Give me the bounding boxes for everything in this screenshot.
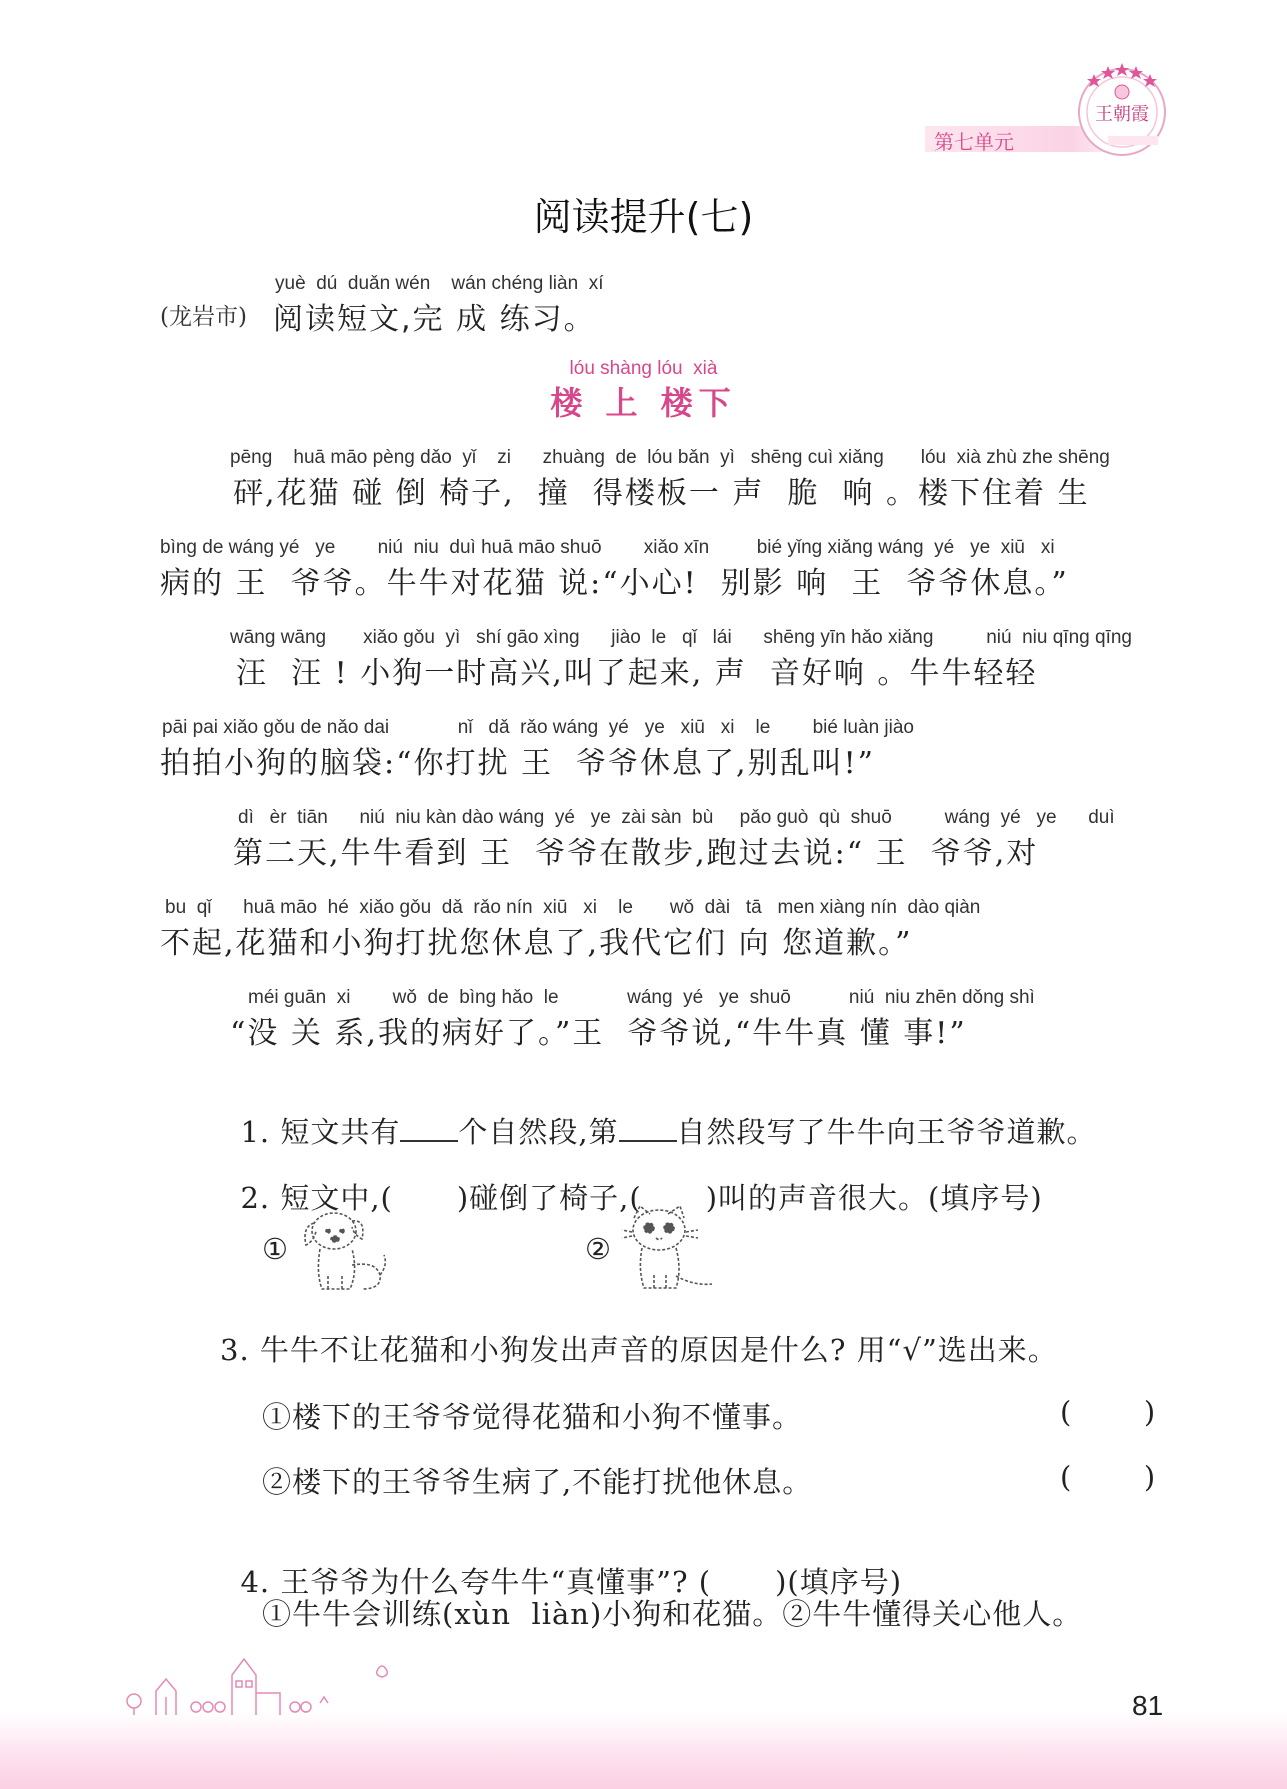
story-title-pinyin: lóu shàng lóu xià: [569, 358, 718, 379]
passage-pinyin-5: dì èr tiān niú niu kàn dào wáng yé ye zài sàn bù pǎo guò qù shuō wáng yé ye duì: [238, 807, 1115, 828]
footer-band: [0, 1712, 1287, 1789]
story-title: 楼 上 楼下: [550, 384, 737, 422]
question-3-checkbox-2[interactable]: ( ): [1060, 1460, 1157, 1494]
question-4-text-b: )(填序号): [775, 1565, 903, 1599]
passage-pinyin-1: pēng huā māo pèng dǎo yǐ zi zhuàng de lóu bǎn yì shēng cuì xiǎng lóu xià zhù zhe shēng: [230, 447, 1110, 468]
question-3: 3. 牛牛不让花猫和小狗发出声音的原因是什么? 用“√”选出来。: [220, 1333, 1058, 1367]
instruction-pinyin: yuè dú duǎn wén wán chéng liàn xí: [275, 273, 604, 294]
passage-line-3: 汪 汪 ! 小狗一时高兴,叫了起来, 声 音好响 。牛牛轻轻: [236, 656, 1038, 691]
passage-line-6: 不起,花猫和小狗打扰您休息了,我代它们 向 您道歉。”: [160, 926, 913, 961]
passage-pinyin-7: méi guān xi wǒ de bìng hǎo le wáng yé ye shuō niú niu zhēn dǒng shì: [248, 987, 1035, 1008]
passage-pinyin-6: bu qǐ huā māo hé xiǎo gǒu dǎ rǎo nín xiū xi le wǒ dài tā men xiàng nín dào qiàn: [165, 897, 981, 918]
instruction-text: 阅读短文,完 成 练习。: [273, 302, 596, 337]
footer-decoration: [120, 1645, 410, 1715]
passage-line-2: 病的 王 爷爷。牛牛对花猫 说:“小心! 别影 响 王 爷爷休息。”: [160, 566, 1069, 601]
passage-line-7: “没 关 系,我的病好了。”王 爷爷说,“牛牛真 懂 事!”: [230, 1016, 967, 1051]
question-1-text-a: 1. 短文共有: [240, 1115, 401, 1149]
puppy-illustration: [292, 1205, 392, 1297]
kitten-illustration: [618, 1200, 716, 1298]
question-3-option-2: ②楼下的王爷爷生病了,不能打扰他休息。: [262, 1465, 813, 1499]
passage-pinyin-3: wāng wāng xiǎo gǒu yì shí gāo xìng jiào le qǐ lái shēng yīn hǎo xiǎng niú niu qīng qīng: [230, 627, 1132, 648]
question-4-options: ①牛牛会训练(xùn liàn)小狗和花猫。②牛牛懂得关心他人。: [262, 1597, 1083, 1631]
passage-line-5: 第二天,牛牛看到 王 爷爷在散步,跑过去说:“ 王 爷爷,对: [233, 836, 1039, 871]
passage-line-4: 拍拍小狗的脑袋:“你打扰 王 爷爷休息了,别乱叫!”: [160, 746, 875, 781]
question-3-option-1: ①楼下的王爷爷觉得花猫和小狗不懂事。: [262, 1400, 803, 1434]
instruction-source: (龙岩市): [160, 304, 247, 330]
passage-pinyin-4: pāi pai xiǎo gǒu de nǎo dai nǐ dǎ rǎo wáng yé ye xiū xi le bié luàn jiào: [162, 717, 914, 738]
question-2-text-c: )叫的声音很大。(填序号): [705, 1181, 1043, 1215]
passage-pinyin-2: bìng de wáng yé ye niú niu duì huā māo shuō xiǎo xīn bié yǐng xiǎng wáng yé ye xiū xi: [160, 537, 1055, 558]
question-1-blank-b[interactable]: [619, 1114, 677, 1142]
question-1: [220, 1076, 1097, 1151]
question-2-text-b: )碰倒了椅子,(: [456, 1181, 642, 1215]
question-1-blank-a[interactable]: [400, 1114, 458, 1142]
passage-line-1: 砰,花猫 碰 倒 椅子, 撞 得楼板一 声 脆 响 。楼下住着 生: [233, 476, 1090, 511]
publisher-logo: [1072, 60, 1172, 160]
question-3-checkbox-1[interactable]: ( ): [1060, 1395, 1157, 1429]
question-1-text-c: 自然段写了牛牛向王爷爷道歉。: [676, 1115, 1097, 1149]
page-number: 81: [1132, 1690, 1164, 1721]
option-2-mark: ②: [585, 1232, 612, 1266]
question-4: [220, 1526, 902, 1601]
question-1-text-b: 个自然段,第: [458, 1115, 619, 1149]
question-2-text-a: 2. 短文中,(: [240, 1181, 393, 1215]
page-title: 阅读提升(七): [533, 195, 754, 239]
unit-label: 第七单元: [934, 132, 1014, 154]
question-4-text-a: 4. 王爷爷为什么夸牛牛“真懂事”? (: [240, 1565, 712, 1599]
svg-text:王朝霞: 王朝霞: [1095, 104, 1149, 125]
option-1-mark: ①: [262, 1232, 289, 1266]
